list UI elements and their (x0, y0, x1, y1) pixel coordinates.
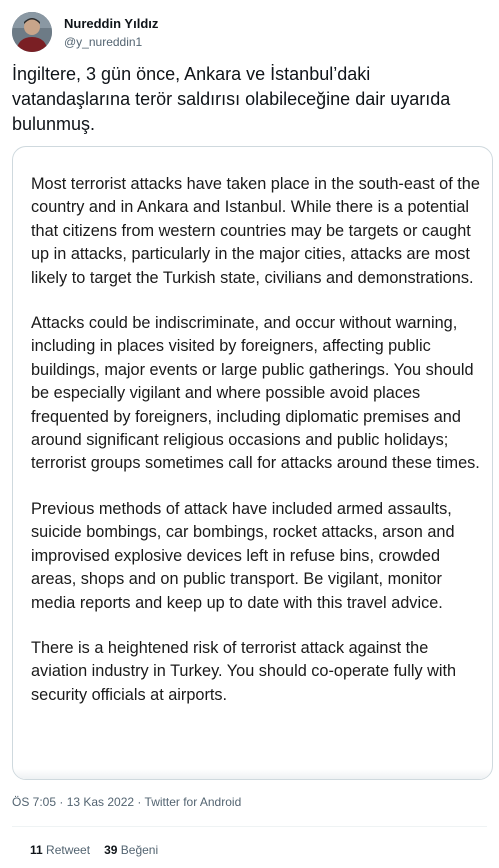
image-paragraph: Attacks could be indiscriminate, and occur without warning, including in places visited by foreigners, affecting public buildings, major events or large public gatherings. You should be especially vigilant and where possible avoid places frequented by foreigners, including diplomatic premises and around significant religious occasions and public holidays; terrorist groups sometimes call for attacks around these times. (31, 314, 480, 473)
avatar-photo-icon (12, 12, 52, 52)
retweet-stat[interactable] (30, 842, 90, 858)
tweet-header (12, 10, 158, 54)
divider (12, 826, 487, 827)
like-label: Beğeni (120, 843, 159, 857)
retweet-count: 11 (30, 843, 43, 857)
author-display-name[interactable]: Nureddin Yıldız (64, 15, 159, 31)
image-text-block (31, 173, 483, 729)
like-stat[interactable] (104, 842, 158, 858)
tweet-stats (30, 842, 158, 858)
author-names (64, 15, 158, 50)
image-paragraph: Most terrorist attacks have taken place in the south-east of the country and in Ankara and Istanbul. While there is a potential that citizens from western countries may be targets or caught up in attacks, particularly in the major cities, attacks are most likely to target the Turkish state, civilians and demonstrations. (31, 175, 480, 287)
like-count: 39 (104, 843, 118, 857)
image-paragraph: There is a heightened risk of terrorist attack against the aviation industry in Turkey. You should co-operate fully with security officials at airports. (31, 638, 457, 704)
retweet-label: Retweet (46, 843, 91, 857)
tweet-image[interactable] (12, 146, 493, 780)
avatar[interactable] (12, 12, 52, 52)
tweet-text: İngiltere, 3 gün önce, Ankara ve İstanbul’daki vatandaşlarına terör saldırısı olabileceğine dair uyarıda bulunmuş. (12, 64, 451, 134)
tweet-timestamp[interactable]: ÖS 7:05 · 13 Kas 2022 · Twitter for Android (12, 795, 242, 809)
image-paragraph: Previous methods of attack have included armed assaults, suicide bombings, car bombings, rocket attacks, arson and improvised explosive devices left in refuse bins, crowded areas, shops and on public transport. Be vigilant, monitor media reports and keep up to date with this travel advice. (31, 499, 455, 612)
author-handle[interactable]: @y_nureddin1 (64, 34, 143, 49)
image-bottom-edge (13, 769, 492, 779)
